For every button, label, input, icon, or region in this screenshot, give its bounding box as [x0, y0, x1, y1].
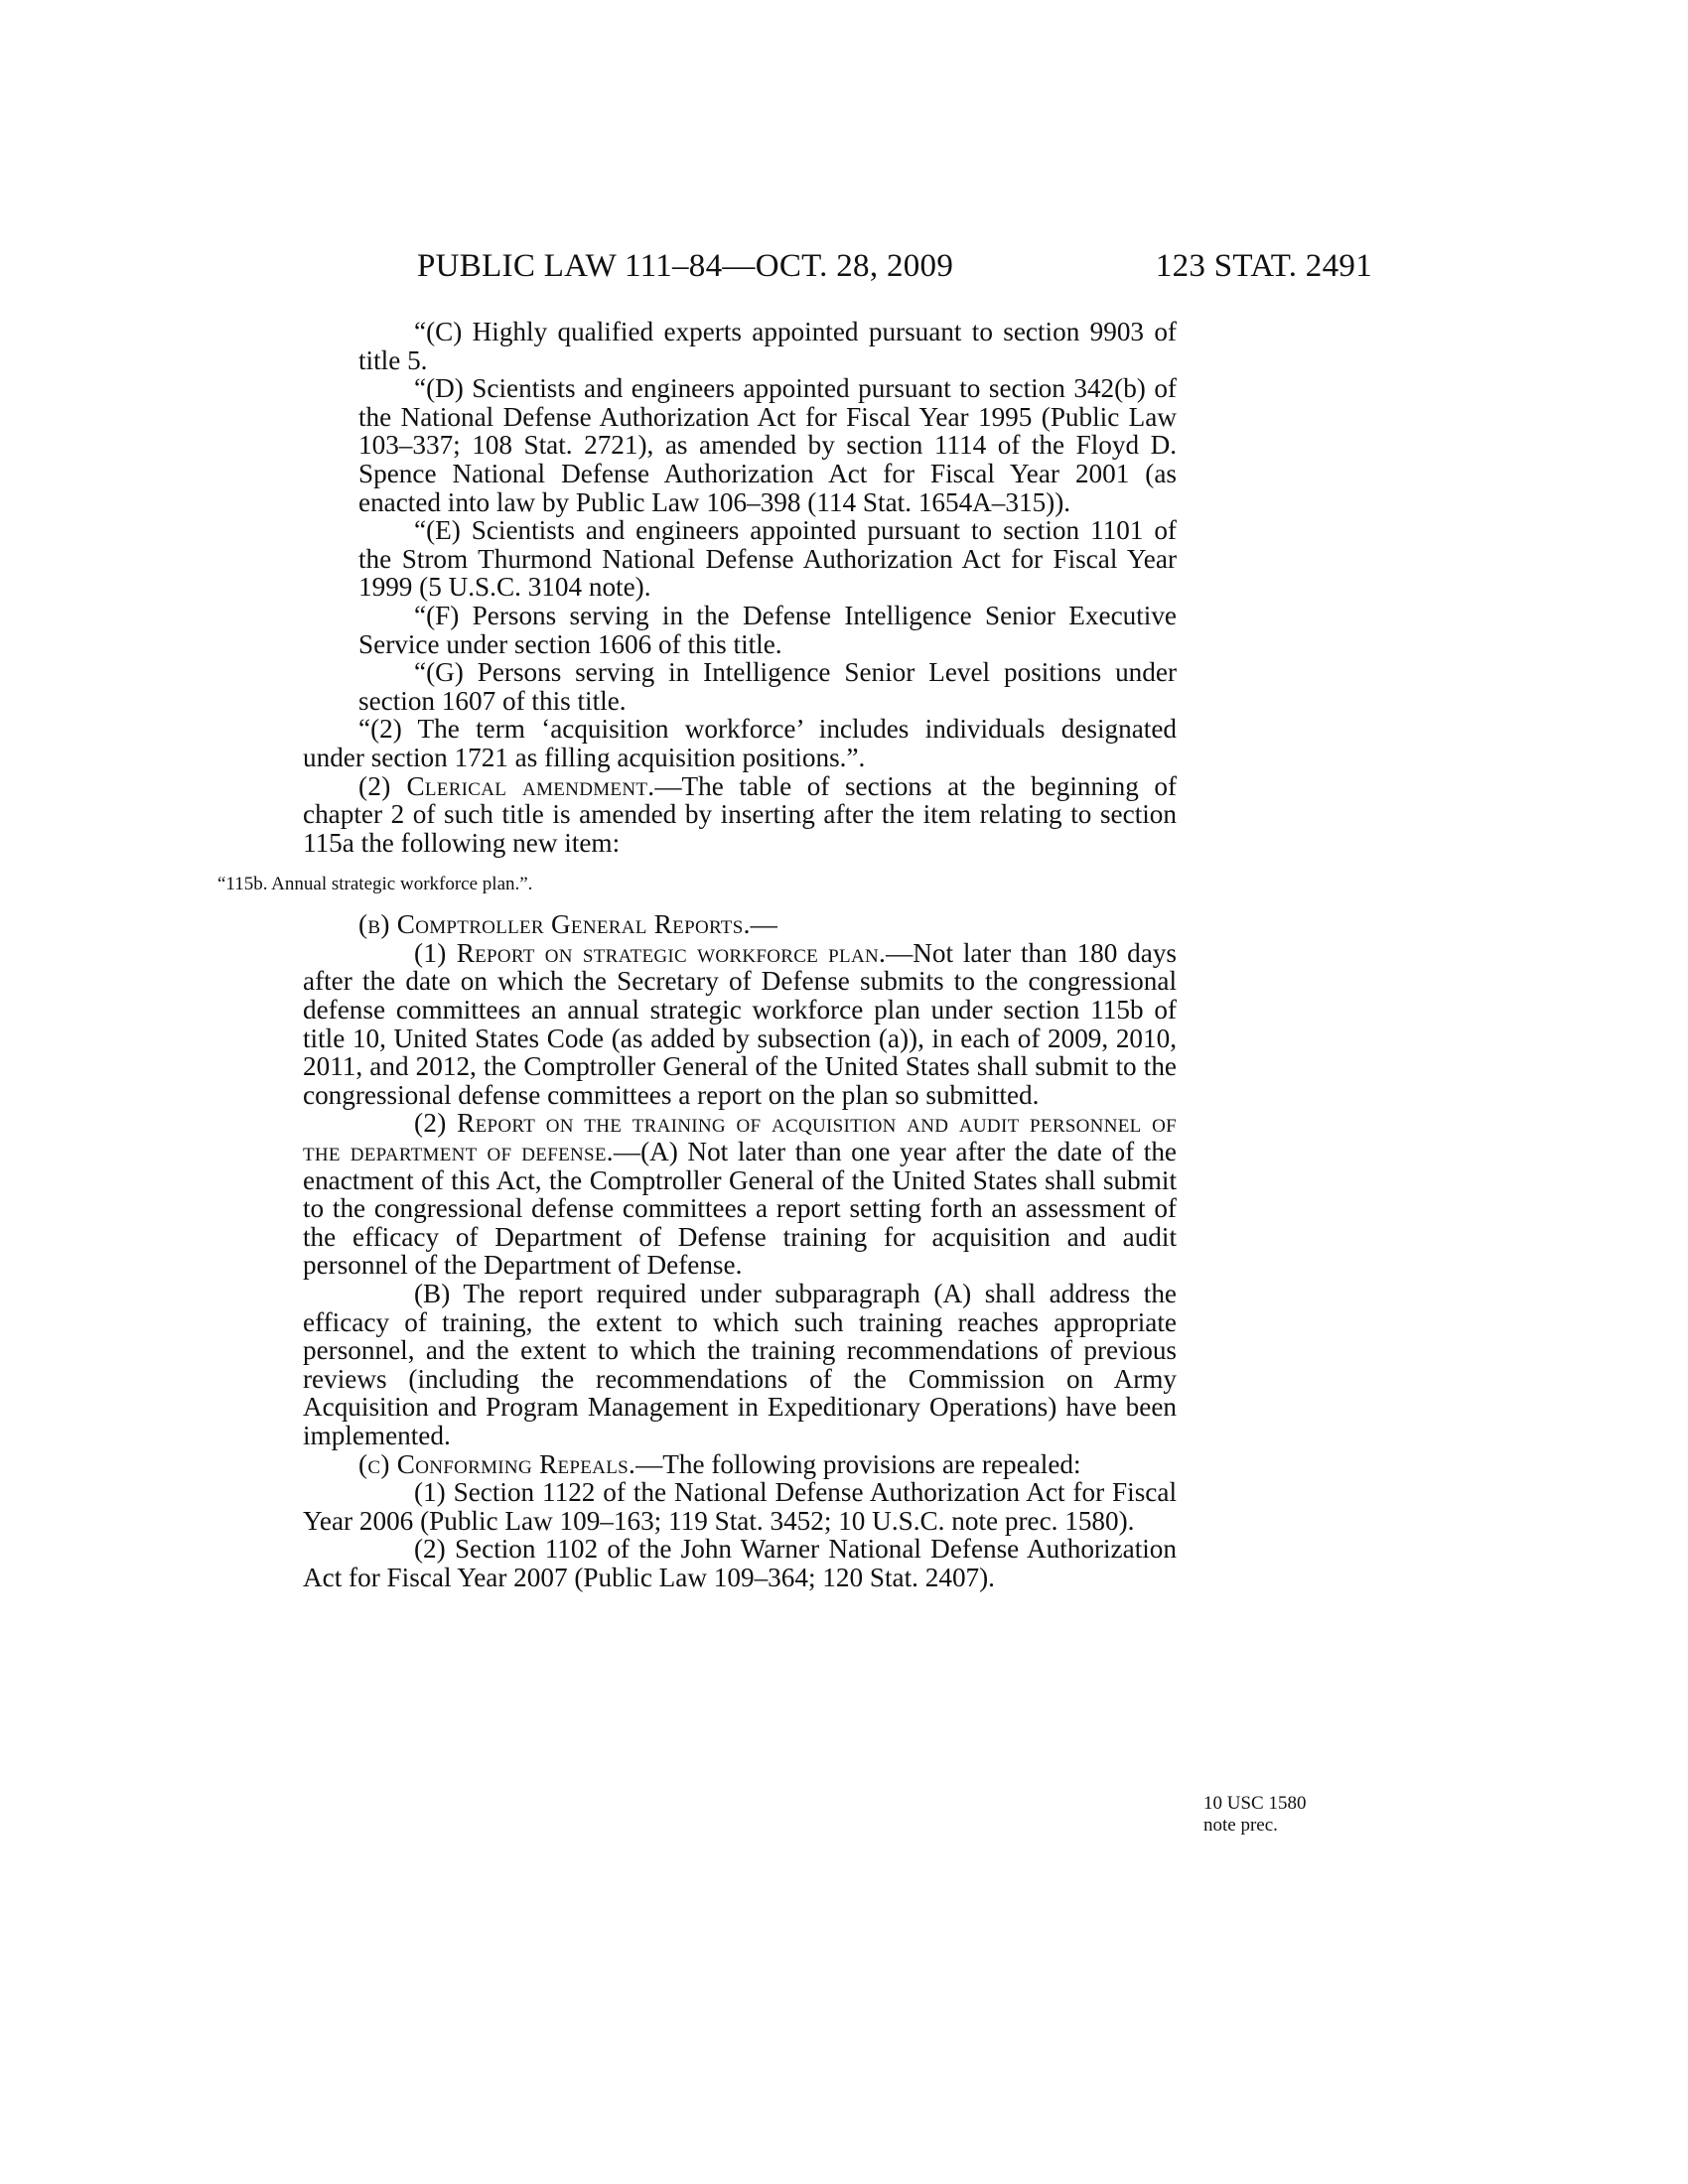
- running-header-page-number: 123 STAT. 2491: [1155, 248, 1372, 284]
- clerical-amendment-text: —The table of sections at the beginning of chapter 2 of such title is amended by inserting after the item relating to section 115a the following new item:: [303, 770, 1178, 858]
- subsection-c-heading-text: —The following provisions are repealed:: [635, 1448, 1081, 1479]
- paragraph-b2-text: —(A) Not later than one year after the date of the enactment of this Act, the Comptroller General of the United States shall submit to the congressional defense committees a report setting forth an assessment of the efficacy of Department of Defense training for acquisition and audit personnel of the Department of Defense.: [303, 1137, 1177, 1281]
- subsection-c-heading-label: (c) Conforming Repeals.: [358, 1448, 636, 1479]
- paragraph-acquisition-workforce-text: “(2) The term ‘acquisition workforce’ includes individuals designated under section 1721 as filling acquisition positions.”.: [303, 714, 1177, 772]
- paragraph-acquisition-workforce: [303, 715, 1177, 771]
- paragraph-d: “(D) Scientists and engineers appointed pursuant to section 342(b) of the National Defense Authorization Act for Fiscal Year 1995 (Public Law 103–337; 108 Stat. 2721), as amended by section 1114 of the Floyd D. Spence National Defense Authorization Act for Fiscal Year 2001 (as enacted into law by Public Law 106–398 (114 Stat. 1654A–315)).: [358, 373, 1177, 517]
- margin-note-line-1: 10 USC 1580: [1203, 1793, 1307, 1814]
- paragraph-g: “(G) Persons serving in Intelligence Senior Level positions under section 1607 of this title.: [358, 657, 1177, 716]
- paragraph-b1-label: (1) Report on strategic workforce plan.: [414, 937, 887, 968]
- paragraph-c: “(C) Highly qualified experts appointed pursuant to section 9903 of title 5.: [358, 317, 1177, 375]
- margin-citation-note: [1203, 1793, 1342, 1837]
- paragraph-e: “(E) Scientists and engineers appointed pursuant to section 1101 of the Strom Thurmond National Defense Authorization Act for Fiscal Year 1999 (5 U.S.C. 3104 note).: [358, 515, 1177, 603]
- subsection-b-heading: [303, 910, 1177, 939]
- paragraph-b1-text: —Not later than 180 days after the date on which the Secretary of Defense submits to the congressional defense committees an annual strategic workforce plan under section 115b of title 10, United States Code (as added by subsection (a)), in each of 2009, 2010, 2011, and 2012, the Comptroller General of the United States shall submit to the congressional defense committees a report on the plan so submitted.: [303, 937, 1177, 1110]
- paragraph-c2: (2) Section 1102 of the John Warner National Defense Authorization Act for Fiscal Year 2007 (Public Law 109–364; 120 Stat. 2407).: [303, 1534, 1177, 1592]
- table-of-sections-item: “115b. Annual strategic workforce plan.”.: [217, 874, 533, 895]
- margin-note-line-2: note prec.: [1203, 1815, 1278, 1836]
- paragraph-b1: [303, 939, 1177, 1110]
- document-body: [217, 317, 1178, 1592]
- paragraph-c1: (1) Section 1122 of the National Defense Authorization Act for Fiscal Year 2006 (Public Law 109–163; 119 Stat. 3452; 10 U.S.C. note prec. 1580).: [303, 1477, 1177, 1536]
- paragraph-clerical-amendment: [303, 772, 1177, 858]
- clerical-amendment-label: (2) Clerical amendment.: [358, 770, 655, 801]
- paragraph-b2-subparagraph-b: (B) The report required under subparagraph (A) shall address the efficacy of training, the extent to which such training reaches appropriate personnel, and the extent to which the training recommendations of previous reviews (including the recommendations of the Commission on Army Acquisition and Program Management in Expeditionary Operations) have been implemented.: [303, 1279, 1177, 1450]
- subsection-b-heading-text: (b) Comptroller General Reports.—: [358, 909, 778, 940]
- running-header-title: PUBLIC LAW 111–84—OCT. 28, 2009: [417, 248, 954, 284]
- subsection-c-heading: [247, 1450, 1177, 1479]
- paragraph-f: “(F) Persons serving in the Defense Intelligence Senior Executive Service under section 1606 of this title.: [358, 600, 1177, 659]
- paragraph-b2: [303, 1109, 1177, 1280]
- paragraph-b2-label: (2) Report on the training of acquisition and audit personnel of the department of defense.: [303, 1108, 1177, 1167]
